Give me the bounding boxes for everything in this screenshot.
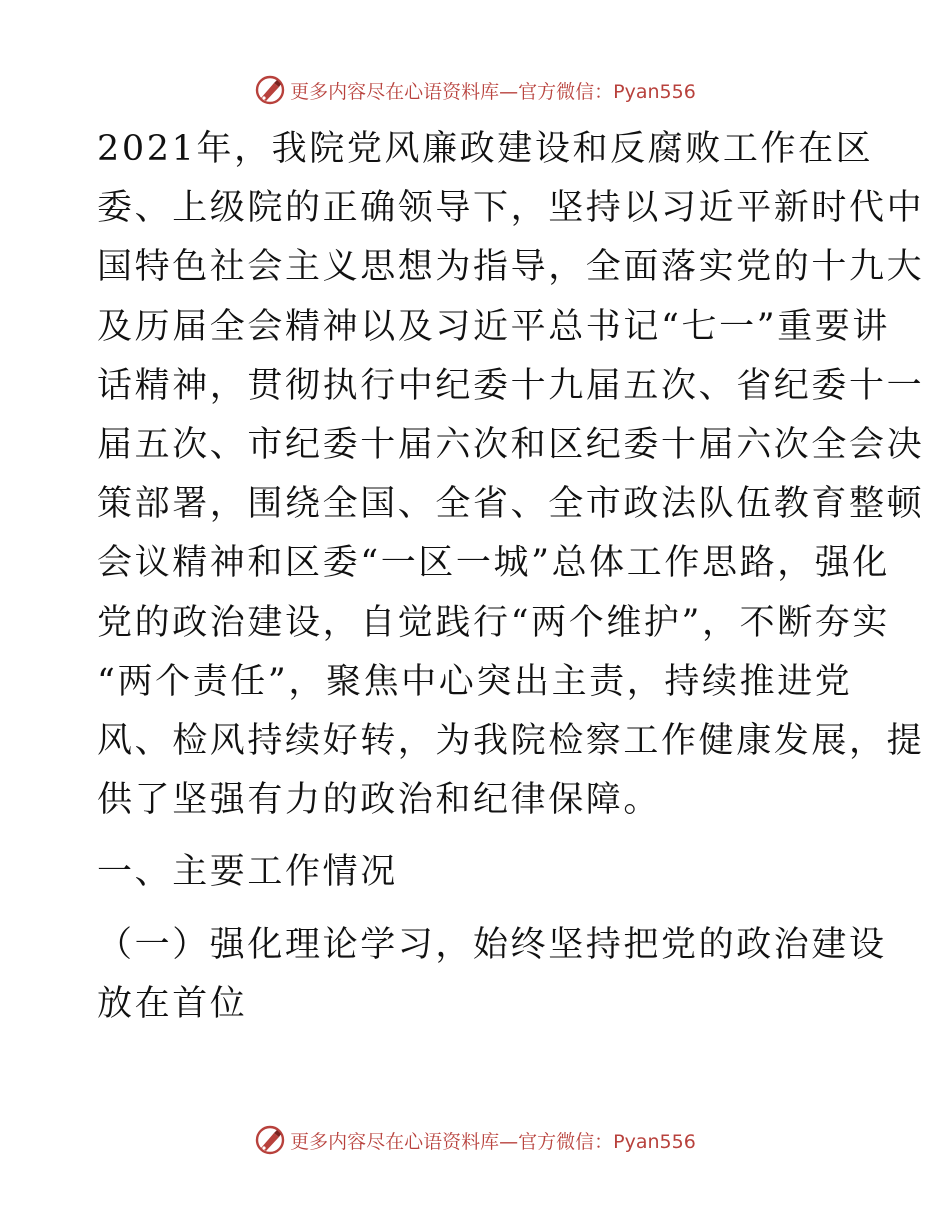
text-line: 风、检风持续好转，为我院检察工作健康发展，提 <box>97 721 925 762</box>
text-line: “两个责任”，聚焦中心突出主责，持续推进党 <box>97 661 853 702</box>
banner-wechat: 官方微信：Pyan556 <box>518 80 696 103</box>
heading-text: 一、主要工作情况 <box>97 852 398 893</box>
pen-nib-icon <box>254 1124 286 1156</box>
intro-paragraph <box>97 120 925 830</box>
heading-text: 放在首位 <box>97 983 248 1024</box>
text-line: 2021年，我院党风廉政建设和反腐败工作在区 <box>97 129 874 169</box>
text-line: 及历届全会精神以及习近平总书记“七一”重要讲 <box>97 306 890 347</box>
text-line: 供了坚强有力的政治和纪律保障。 <box>97 780 662 821</box>
text-line: 话精神，贯彻执行中纪委十九届五次、省纪委十一 <box>97 365 925 406</box>
text-line: 策部署，围绕全国、全省、全市政法队伍教育整顿 <box>97 484 925 525</box>
document-body <box>97 120 925 1034</box>
text-line: 会议精神和区委“一区一城”总体工作思路，强化 <box>97 543 890 584</box>
text-line: 党的政治建设，自觉践行“两个维护”，不断夯实 <box>97 602 890 643</box>
pen-nib-icon <box>254 74 286 106</box>
heading-text: （一）强化理论学习，始终坚持把党的政治建设 <box>97 924 887 965</box>
text-line: 国特色社会主义思想为指导，全面落实党的十九大 <box>97 247 925 288</box>
watermark-banner-bottom <box>0 1120 950 1160</box>
text-line: 委、上级院的正确领导下，坚持以习近平新时代中 <box>97 188 925 229</box>
text-line: 届五次、市纪委十届六次和区纪委十届六次全会决 <box>97 425 925 466</box>
banner-text: 更多内容尽在心语资料库— <box>290 80 519 103</box>
banner-text: 更多内容尽在心语资料库— <box>290 1130 519 1153</box>
subsection-heading <box>97 916 887 1034</box>
banner-wechat: 官方微信：Pyan556 <box>518 1130 696 1153</box>
section-heading <box>97 843 857 902</box>
watermark-banner-top <box>0 70 950 110</box>
